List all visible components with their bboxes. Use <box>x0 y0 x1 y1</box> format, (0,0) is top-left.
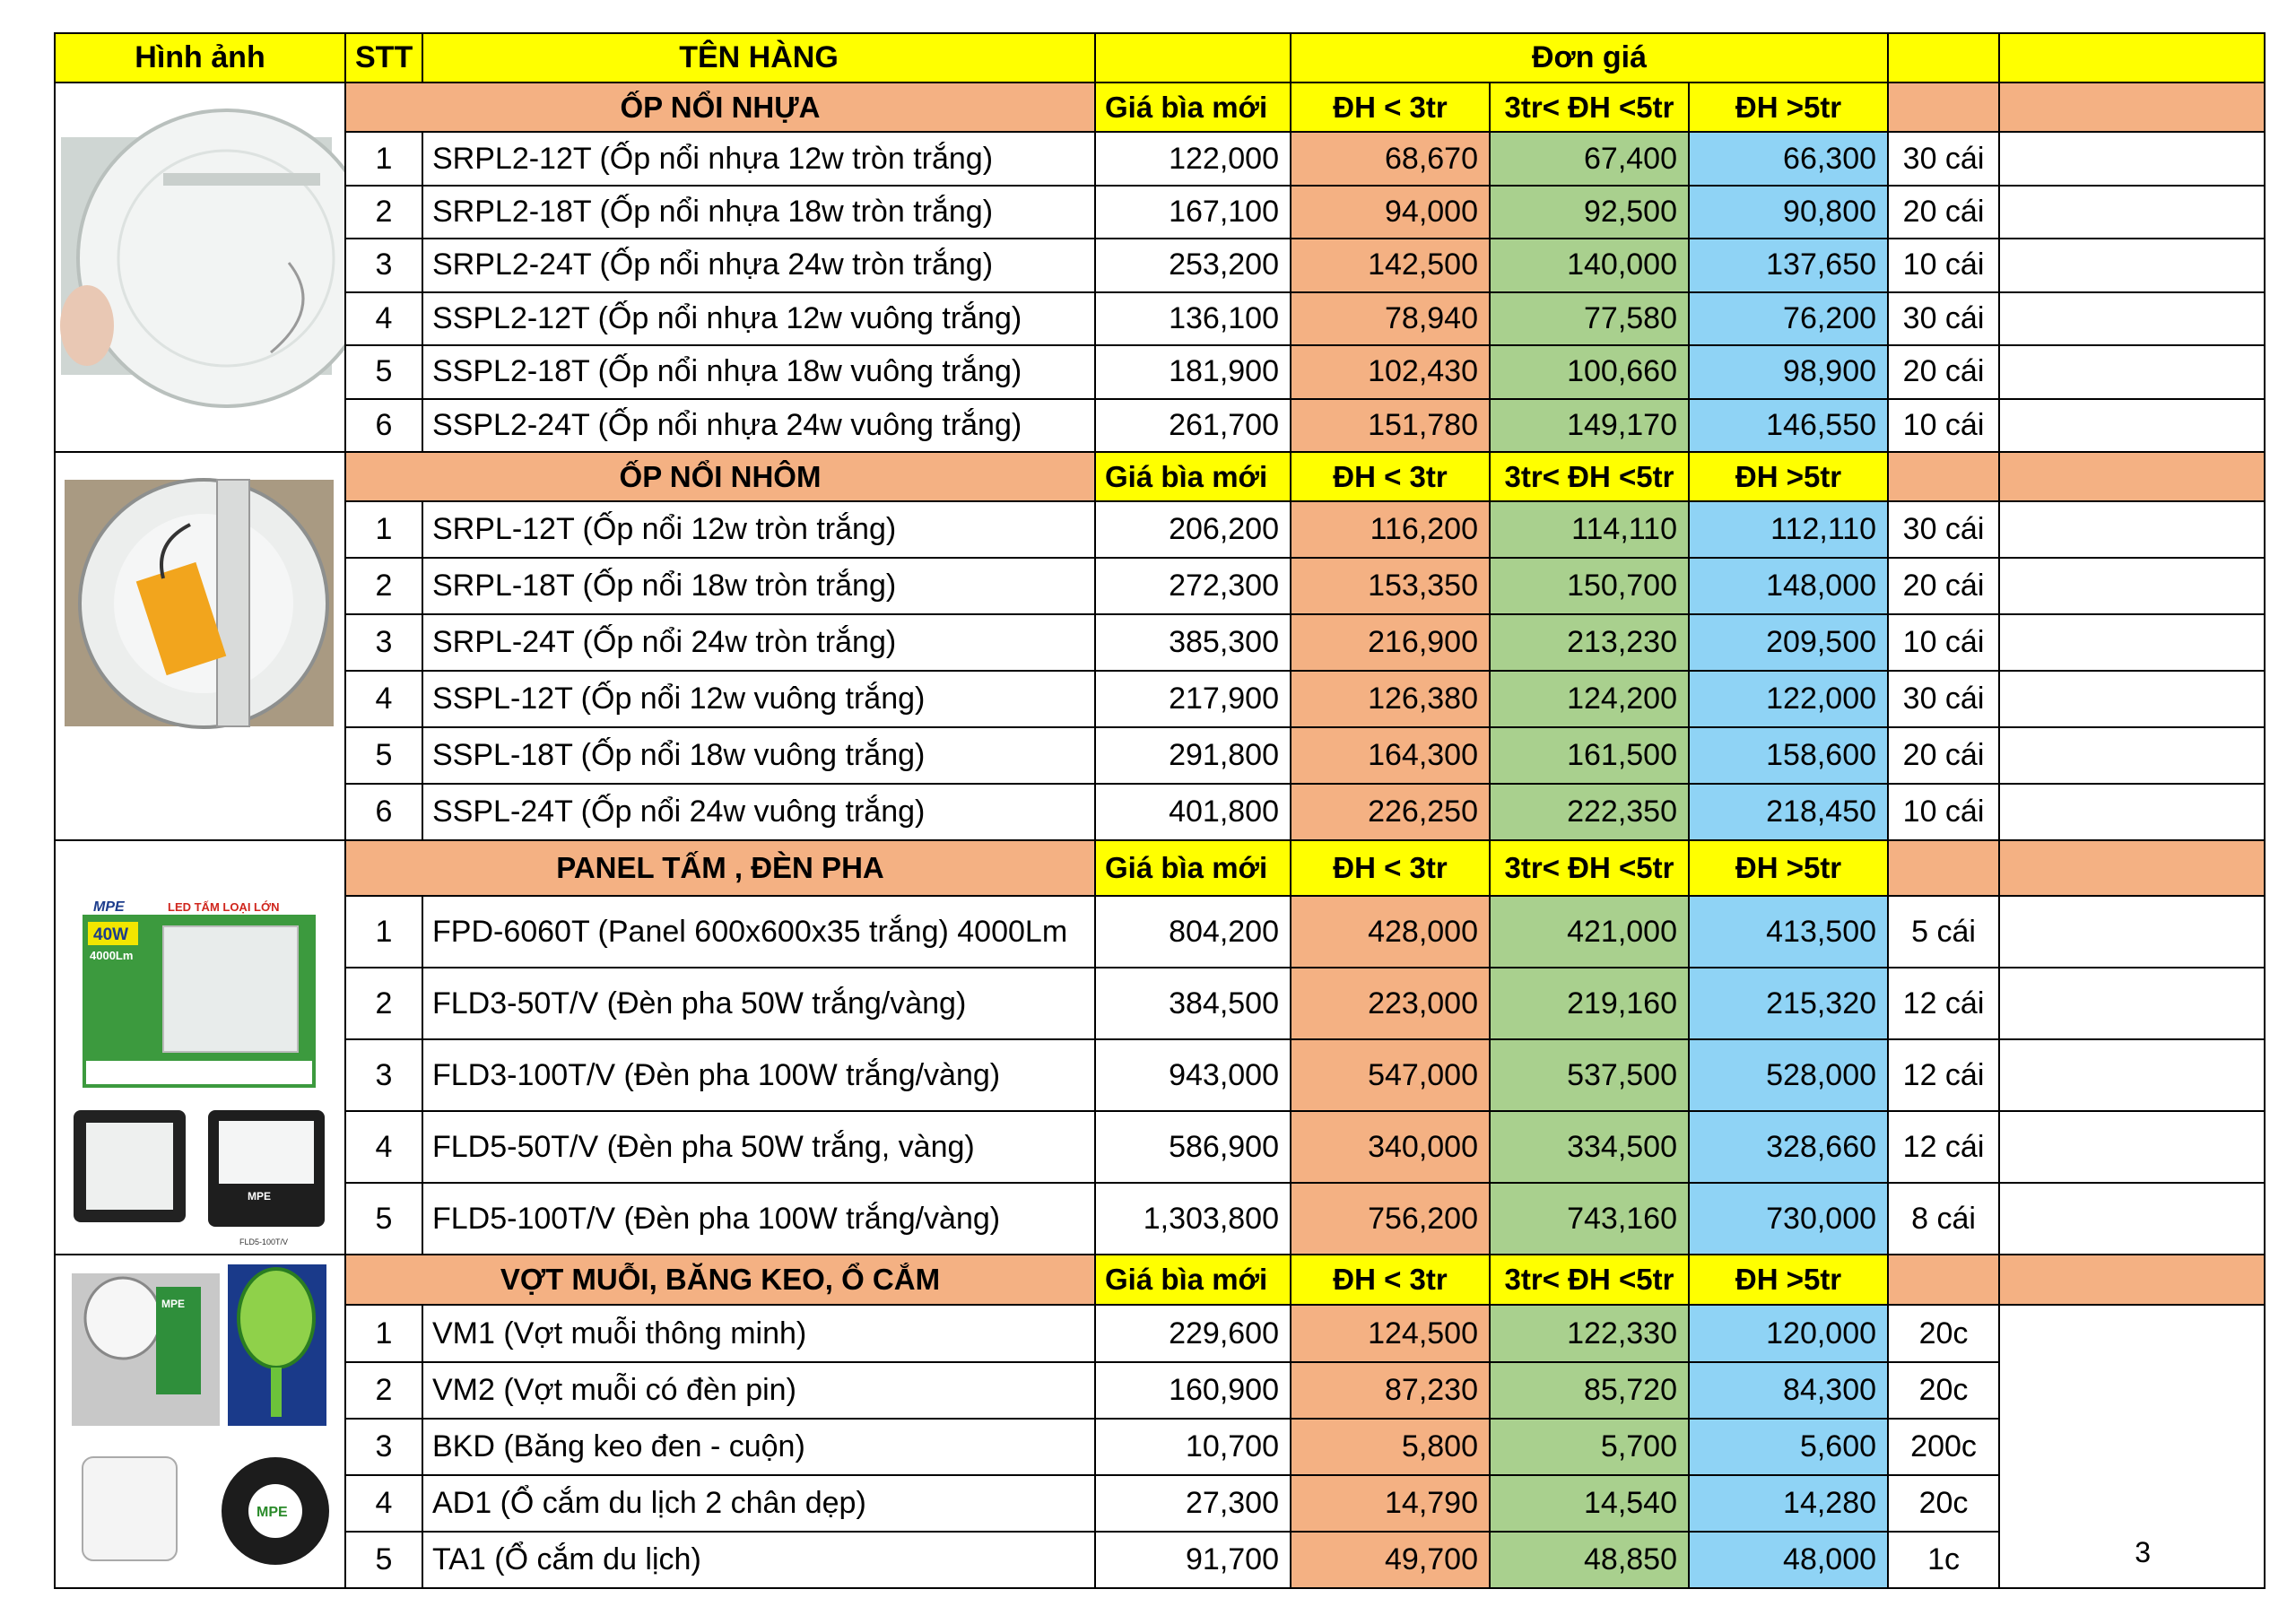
row-price-tier-1: 223,000 <box>1291 968 1490 1039</box>
row-stt: 1 <box>345 1305 422 1362</box>
row-price-tier-2: 92,500 <box>1490 186 1689 239</box>
table-row <box>55 671 2265 727</box>
row-price-tier-2: 161,500 <box>1490 727 1689 784</box>
row-list-price: 401,800 <box>1095 784 1291 840</box>
table-row <box>55 727 2265 784</box>
header-stt: STT <box>345 33 422 83</box>
row-qty: 20 cái <box>1888 345 1999 398</box>
section-blank <box>1999 840 2265 896</box>
panel-box-title: LED TẤM LOẠI LỚN <box>168 900 280 914</box>
row-qty: 200c <box>1888 1419 1999 1475</box>
section-blank <box>1888 452 1999 501</box>
row-name: BKD (Băng keo đen - cuộn) <box>422 1419 1095 1475</box>
col-tier-3: ĐH >5tr <box>1689 452 1888 501</box>
racket-tape-socket-photo <box>56 1255 345 1587</box>
row-stt: 2 <box>345 186 422 239</box>
row-price-tier-1: 78,940 <box>1291 292 1490 345</box>
row-stt: 3 <box>345 1039 422 1111</box>
table-row <box>55 239 2265 291</box>
table-row <box>55 784 2265 840</box>
section-blank <box>1888 83 1999 132</box>
header-name: TÊN HÀNG <box>422 33 1095 83</box>
row-price-tier-1: 102,430 <box>1291 345 1490 398</box>
section-header-row <box>55 840 2265 896</box>
row-price-tier-2: 48,850 <box>1490 1532 1689 1588</box>
section-header-row <box>55 452 2265 501</box>
row-qty: 20 cái <box>1888 727 1999 784</box>
table-row <box>55 186 2265 239</box>
row-list-price: 167,100 <box>1095 186 1291 239</box>
flood-model: FLD5-100T/V <box>239 1238 289 1246</box>
col-tier-1: ĐH < 3tr <box>1291 83 1490 132</box>
section-title: VỢT MUỖI, BĂNG KEO, Ổ CẮM <box>345 1255 1095 1305</box>
panel-box-lumen: 4000Lm <box>90 949 134 962</box>
row-qty: 20 cái <box>1888 186 1999 239</box>
row-price-tier-3: 5,600 <box>1689 1419 1888 1475</box>
row-stt: 4 <box>345 1475 422 1532</box>
row-stt: 5 <box>345 345 422 398</box>
col-tier-2: 3tr< ĐH <5tr <box>1490 452 1689 501</box>
table-header-row <box>55 33 2265 83</box>
table-row <box>55 501 2265 558</box>
row-stt: 6 <box>345 399 422 453</box>
row-note <box>1999 132 2265 185</box>
row-price-tier-2: 219,160 <box>1490 968 1689 1039</box>
row-name: SRPL-24T (Ốp nổi 24w tròn trắng) <box>422 614 1095 671</box>
table-row <box>55 1183 2265 1255</box>
row-stt: 1 <box>345 132 422 185</box>
row-price-tier-1: 428,000 <box>1291 896 1490 968</box>
row-note <box>1999 345 2265 398</box>
product-image-cell <box>55 452 345 840</box>
row-price-tier-2: 85,720 <box>1490 1362 1689 1419</box>
row-qty: 30 cái <box>1888 671 1999 727</box>
table-row <box>55 345 2265 398</box>
col-tier-2: 3tr< ĐH <5tr <box>1490 1255 1689 1305</box>
col-tier-3: ĐH >5tr <box>1689 1255 1888 1305</box>
row-list-price: 272,300 <box>1095 558 1291 614</box>
col-tier-1: ĐH < 3tr <box>1291 452 1490 501</box>
row-name: SSPL2-12T (Ốp nổi nhựa 12w vuông trắng) <box>422 292 1095 345</box>
row-qty: 30 cái <box>1888 292 1999 345</box>
row-price-tier-2: 5,700 <box>1490 1419 1689 1475</box>
row-name: TA1 (Ổ cắm du lịch) <box>422 1532 1095 1588</box>
row-qty: 20c <box>1888 1362 1999 1419</box>
row-price-tier-3: 90,800 <box>1689 186 1888 239</box>
product-image-cell <box>55 840 345 1255</box>
row-note <box>1999 1111 2265 1183</box>
table-row <box>55 1419 2265 1475</box>
table-row <box>55 1305 2265 1362</box>
flood-brand: MPE <box>248 1190 272 1203</box>
row-name: SSPL-12T (Ốp nổi 12w vuông trắng) <box>422 671 1095 727</box>
table-row <box>55 1532 2265 1588</box>
row-price-tier-2: 140,000 <box>1490 239 1689 291</box>
row-price-tier-1: 142,500 <box>1291 239 1490 291</box>
header-price: Đơn giá <box>1291 33 1888 83</box>
row-price-tier-2: 334,500 <box>1490 1111 1689 1183</box>
row-price-tier-2: 77,580 <box>1490 292 1689 345</box>
row-list-price: 586,900 <box>1095 1111 1291 1183</box>
row-qty: 12 cái <box>1888 1039 1999 1111</box>
header-image: Hình ảnh <box>55 33 345 83</box>
row-price-tier-2: 100,660 <box>1490 345 1689 398</box>
row-price-tier-3: 215,320 <box>1689 968 1888 1039</box>
row-stt: 5 <box>345 1183 422 1255</box>
row-list-price: 943,000 <box>1095 1039 1291 1111</box>
row-stt: 2 <box>345 968 422 1039</box>
row-price-tier-3: 137,650 <box>1689 239 1888 291</box>
row-qty: 5 cái <box>1888 896 1999 968</box>
row-price-tier-1: 547,000 <box>1291 1039 1490 1111</box>
row-name: FLD3-100T/V (Đèn pha 100W trắng/vàng) <box>422 1039 1095 1111</box>
col-list-price: Giá bìa mới <box>1095 83 1291 132</box>
row-stt: 5 <box>345 1532 422 1588</box>
row-price-tier-2: 67,400 <box>1490 132 1689 185</box>
row-note <box>1999 239 2265 291</box>
col-list-price: Giá bìa mới <box>1095 840 1291 896</box>
row-price-tier-3: 98,900 <box>1689 345 1888 398</box>
row-note <box>1999 1305 2265 1588</box>
row-note <box>1999 501 2265 558</box>
product-image-cell <box>55 1255 345 1588</box>
row-price-tier-3: 148,000 <box>1689 558 1888 614</box>
row-list-price: 385,300 <box>1095 614 1291 671</box>
row-list-price: 136,100 <box>1095 292 1291 345</box>
row-price-tier-2: 149,170 <box>1490 399 1689 453</box>
row-price-tier-2: 222,350 <box>1490 784 1689 840</box>
row-price-tier-1: 94,000 <box>1291 186 1490 239</box>
row-list-price: 10,700 <box>1095 1419 1291 1475</box>
table-row <box>55 968 2265 1039</box>
row-price-tier-3: 84,300 <box>1689 1362 1888 1419</box>
row-price-tier-1: 226,250 <box>1291 784 1490 840</box>
row-list-price: 291,800 <box>1095 727 1291 784</box>
section-title: ỐP NỔI NHÔM <box>345 452 1095 501</box>
col-tier-3: ĐH >5tr <box>1689 840 1888 896</box>
panel-and-floodlight-photo <box>56 841 345 1254</box>
col-tier-2: 3tr< ĐH <5tr <box>1490 83 1689 132</box>
row-list-price: 253,200 <box>1095 239 1291 291</box>
row-note <box>1999 186 2265 239</box>
table-row <box>55 1111 2265 1183</box>
row-note <box>1999 896 2265 968</box>
row-price-tier-3: 120,000 <box>1689 1305 1888 1362</box>
plastic-round-light-photo <box>56 83 345 451</box>
table-row <box>55 292 2265 345</box>
table-row <box>55 896 2265 968</box>
row-name: AD1 (Ổ cắm du lịch 2 chân dẹp) <box>422 1475 1095 1532</box>
row-price-tier-1: 68,670 <box>1291 132 1490 185</box>
row-list-price: 27,300 <box>1095 1475 1291 1532</box>
row-stt: 1 <box>345 896 422 968</box>
row-name: VM2 (Vợt muỗi có đèn pin) <box>422 1362 1095 1419</box>
row-price-tier-3: 218,450 <box>1689 784 1888 840</box>
row-stt: 3 <box>345 614 422 671</box>
row-stt: 3 <box>345 239 422 291</box>
row-name: VM1 (Vợt muỗi thông minh) <box>422 1305 1095 1362</box>
row-stt: 1 <box>345 501 422 558</box>
row-price-tier-3: 328,660 <box>1689 1111 1888 1183</box>
row-note <box>1999 1039 2265 1111</box>
panel-box-watt: 40W <box>93 925 129 944</box>
row-stt: 2 <box>345 1362 422 1419</box>
row-price-tier-1: 116,200 <box>1291 501 1490 558</box>
row-price-tier-3: 48,000 <box>1689 1532 1888 1588</box>
row-name: SSPL-18T (Ốp nổi 18w vuông trắng) <box>422 727 1095 784</box>
section-header-row <box>55 1255 2265 1305</box>
row-price-tier-2: 421,000 <box>1490 896 1689 968</box>
row-stt: 5 <box>345 727 422 784</box>
row-price-tier-2: 213,230 <box>1490 614 1689 671</box>
row-price-tier-1: 756,200 <box>1291 1183 1490 1255</box>
row-name: SRPL2-24T (Ốp nổi nhựa 24w tròn trắng) <box>422 239 1095 291</box>
row-price-tier-1: 153,350 <box>1291 558 1490 614</box>
table-row <box>55 399 2265 453</box>
row-price-tier-3: 158,600 <box>1689 727 1888 784</box>
row-price-tier-3: 66,300 <box>1689 132 1888 185</box>
col-tier-3: ĐH >5tr <box>1689 83 1888 132</box>
row-qty: 30 cái <box>1888 501 1999 558</box>
row-price-tier-1: 49,700 <box>1291 1532 1490 1588</box>
row-note <box>1999 968 2265 1039</box>
row-price-tier-1: 151,780 <box>1291 399 1490 453</box>
row-note <box>1999 727 2265 784</box>
col-tier-2: 3tr< ĐH <5tr <box>1490 840 1689 896</box>
row-price-tier-3: 76,200 <box>1689 292 1888 345</box>
header-blank <box>1095 33 1291 83</box>
row-name: FLD5-100T/V (Đèn pha 100W trắng/vàng) <box>422 1183 1095 1255</box>
row-price-tier-2: 122,330 <box>1490 1305 1689 1362</box>
row-list-price: 217,900 <box>1095 671 1291 727</box>
row-name: FPD-6060T (Panel 600x600x35 trắng) 4000Lm <box>422 896 1095 968</box>
table-row <box>55 1362 2265 1419</box>
row-name: SRPL2-18T (Ốp nổi nhựa 18w tròn trắng) <box>422 186 1095 239</box>
row-price-tier-2: 537,500 <box>1490 1039 1689 1111</box>
row-qty: 10 cái <box>1888 239 1999 291</box>
table-row <box>55 1039 2265 1111</box>
row-note <box>1999 671 2265 727</box>
row-qty: 20c <box>1888 1305 1999 1362</box>
row-price-tier-3: 730,000 <box>1689 1183 1888 1255</box>
row-qty: 10 cái <box>1888 784 1999 840</box>
page-number: 3 <box>2135 1536 2152 1568</box>
row-list-price: 261,700 <box>1095 399 1291 453</box>
header-blank <box>1888 33 1999 83</box>
row-note <box>1999 614 2265 671</box>
product-image-cell <box>55 83 345 452</box>
table-row <box>55 132 2265 185</box>
row-name: SRPL-12T (Ốp nổi 12w tròn trắng) <box>422 501 1095 558</box>
row-qty: 1c <box>1888 1532 1999 1588</box>
row-qty: 30 cái <box>1888 132 1999 185</box>
row-price-tier-3: 122,000 <box>1689 671 1888 727</box>
section-header-row <box>55 83 2265 132</box>
row-price-tier-2: 150,700 <box>1490 558 1689 614</box>
row-price-tier-2: 743,160 <box>1490 1183 1689 1255</box>
section-blank <box>1999 1255 2265 1305</box>
row-qty: 20 cái <box>1888 558 1999 614</box>
row-price-tier-2: 124,200 <box>1490 671 1689 727</box>
row-stt: 4 <box>345 292 422 345</box>
row-name: SRPL-18T (Ốp nổi 18w tròn trắng) <box>422 558 1095 614</box>
col-list-price: Giá bìa mới <box>1095 1255 1291 1305</box>
row-name: SRPL2-12T (Ốp nổi nhựa 12w tròn trắng) <box>422 132 1095 185</box>
row-price-tier-1: 216,900 <box>1291 614 1490 671</box>
row-note <box>1999 399 2265 453</box>
col-tier-1: ĐH < 3tr <box>1291 1255 1490 1305</box>
row-list-price: 1,303,800 <box>1095 1183 1291 1255</box>
price-table <box>54 32 2266 1589</box>
row-price-tier-2: 114,110 <box>1490 501 1689 558</box>
row-price-tier-3: 413,500 <box>1689 896 1888 968</box>
row-price-tier-1: 124,500 <box>1291 1305 1490 1362</box>
row-price-tier-1: 126,380 <box>1291 671 1490 727</box>
row-stt: 4 <box>345 671 422 727</box>
row-note <box>1999 1183 2265 1255</box>
row-list-price: 229,600 <box>1095 1305 1291 1362</box>
row-price-tier-3: 146,550 <box>1689 399 1888 453</box>
row-qty: 20c <box>1888 1475 1999 1532</box>
row-name: SSPL2-18T (Ốp nổi nhựa 18w vuông trắng) <box>422 345 1095 398</box>
row-list-price: 181,900 <box>1095 345 1291 398</box>
row-price-tier-1: 87,230 <box>1291 1362 1490 1419</box>
row-price-tier-2: 14,540 <box>1490 1475 1689 1532</box>
row-price-tier-3: 112,110 <box>1689 501 1888 558</box>
row-stt: 6 <box>345 784 422 840</box>
row-list-price: 384,500 <box>1095 968 1291 1039</box>
row-name: SSPL-24T (Ốp nổi 24w vuông trắng) <box>422 784 1095 840</box>
row-price-tier-3: 528,000 <box>1689 1039 1888 1111</box>
row-list-price: 206,200 <box>1095 501 1291 558</box>
row-price-tier-1: 5,800 <box>1291 1419 1490 1475</box>
table-row <box>55 558 2265 614</box>
row-name: SSPL2-24T (Ốp nổi nhựa 24w vuông trắng) <box>422 399 1095 453</box>
row-stt: 4 <box>345 1111 422 1183</box>
row-stt: 2 <box>345 558 422 614</box>
row-note <box>1999 558 2265 614</box>
row-price-tier-1: 164,300 <box>1291 727 1490 784</box>
table-row <box>55 1475 2265 1532</box>
row-list-price: 122,000 <box>1095 132 1291 185</box>
row-price-tier-1: 14,790 <box>1291 1475 1490 1532</box>
row-price-tier-3: 209,500 <box>1689 614 1888 671</box>
row-price-tier-3: 14,280 <box>1689 1475 1888 1532</box>
row-name: FLD5-50T/V (Đèn pha 50W trắng, vàng) <box>422 1111 1095 1183</box>
panel-box-brand: MPE <box>93 899 125 915</box>
section-title: PANEL TẤM , ĐÈN PHA <box>345 840 1095 896</box>
row-qty: 12 cái <box>1888 1111 1999 1183</box>
row-price-tier-1: 340,000 <box>1291 1111 1490 1183</box>
row-qty: 10 cái <box>1888 614 1999 671</box>
section-blank <box>1999 452 2265 501</box>
section-blank <box>1888 1255 1999 1305</box>
col-list-price: Giá bìa mới <box>1095 452 1291 501</box>
row-note <box>1999 784 2265 840</box>
row-qty: 8 cái <box>1888 1183 1999 1255</box>
row-qty: 12 cái <box>1888 968 1999 1039</box>
row-note <box>1999 292 2265 345</box>
row-list-price: 91,700 <box>1095 1532 1291 1588</box>
aluminum-round-light-photo <box>56 453 345 829</box>
racket-brand: MPE <box>161 1298 186 1310</box>
row-stt: 3 <box>345 1419 422 1475</box>
row-qty: 10 cái <box>1888 399 1999 453</box>
row-list-price: 160,900 <box>1095 1362 1291 1419</box>
section-blank <box>1999 83 2265 132</box>
tape-brand: MPE <box>257 1505 288 1520</box>
col-tier-1: ĐH < 3tr <box>1291 840 1490 896</box>
row-list-price: 804,200 <box>1095 896 1291 968</box>
header-blank <box>1999 33 2265 83</box>
table-row <box>55 614 2265 671</box>
row-name: FLD3-50T/V (Đèn pha 50W trắng/vàng) <box>422 968 1095 1039</box>
section-blank <box>1888 840 1999 896</box>
section-title: ỐP NỔI NHỰA <box>345 83 1095 132</box>
